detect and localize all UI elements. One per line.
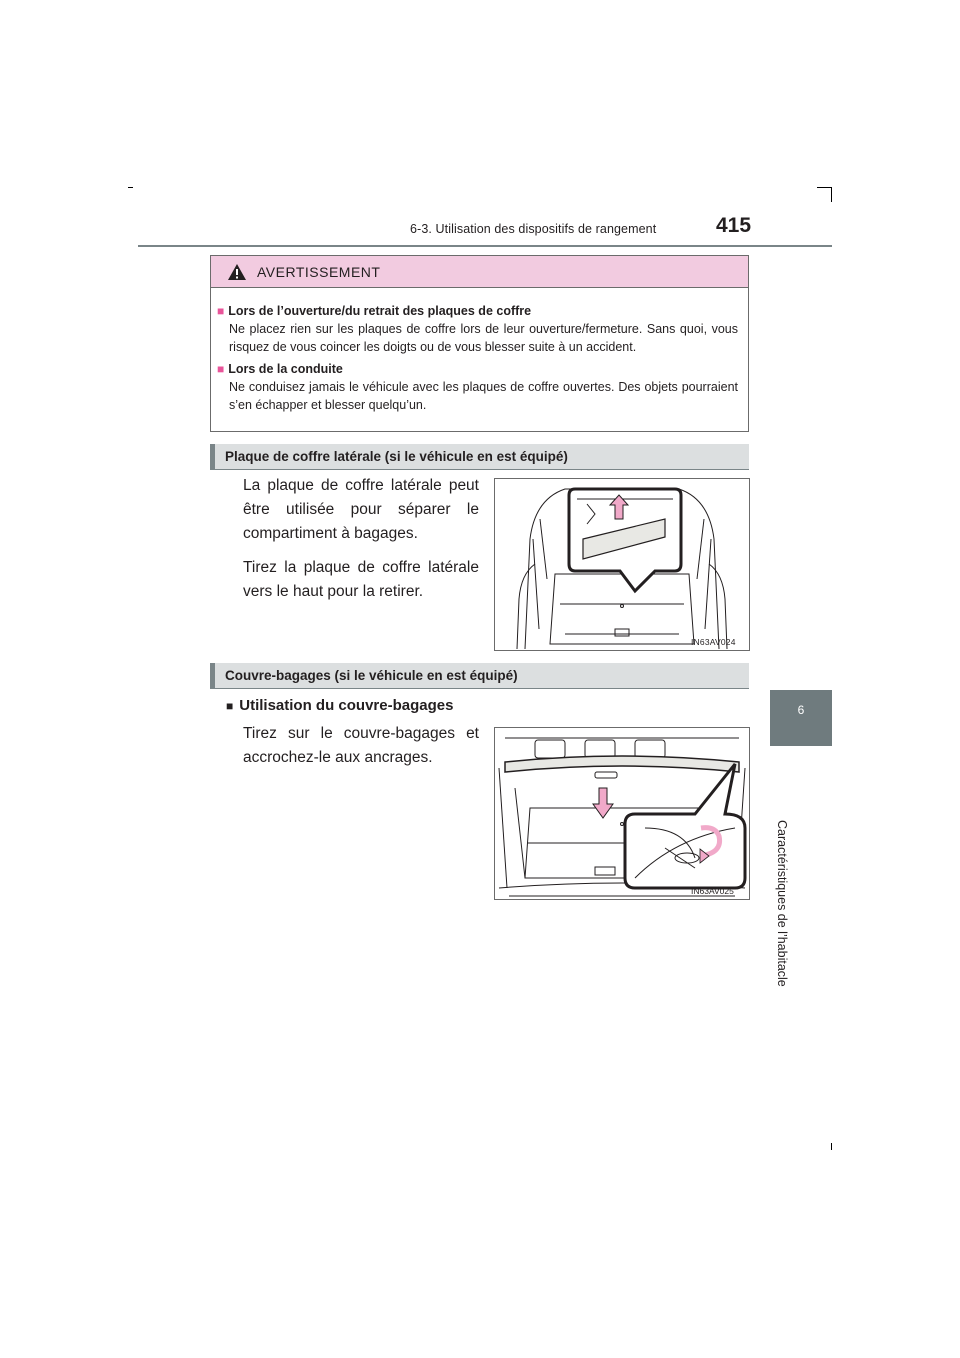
warning-item-heading: ■ Lors de l’ouverture/du retrait des plaques de coffre <box>217 304 532 318</box>
section2-body <box>243 722 479 780</box>
warning-item-text: Ne conduisez jamais le véhicule avec les plaques de coffre ouvertes. Des objets pourraient s’en échapper et blesser quelqu’un. <box>229 380 738 412</box>
warning-triangle-icon <box>227 263 247 281</box>
square-bullet-icon: ■ <box>217 304 225 318</box>
chapter-label: Caractéristiques de l’habitacle <box>775 820 789 987</box>
crop-mark <box>831 187 832 202</box>
figure-code: IN63AV025 <box>691 886 734 896</box>
warning-box <box>210 255 749 432</box>
section1-paragraph: La plaque de coffre latérale peut être utilisée pour séparer le compartiment à bagages. <box>243 477 479 542</box>
header-rule <box>138 245 832 247</box>
crop-mark <box>831 1143 832 1150</box>
warning-header <box>211 256 748 288</box>
trunk-illustration <box>495 479 749 650</box>
section1-body <box>243 474 479 614</box>
section-title-tonneau-cover: Couvre-bagages (si le véhicule en est équipé) <box>210 663 749 689</box>
figure-side-plate <box>494 478 750 651</box>
square-bullet-icon: ■ <box>226 699 234 713</box>
figure-tonneau-cover <box>494 727 750 900</box>
section2-paragraph: Tirez sur le couvre-bagages et accrochez-le aux ancrages. <box>243 725 479 766</box>
square-bullet-icon: ■ <box>217 362 225 376</box>
warning-title: AVERTISSEMENT <box>257 263 381 280</box>
section1-paragraph: Tirez la plaque de coffre latérale vers le haut pour la retirer. <box>243 559 479 600</box>
section-title-side-plate: Plaque de coffre latérale (si le véhicule en est équipé) <box>210 444 749 470</box>
figure-code: IN63AV024 <box>691 637 736 647</box>
subheading: ■ Utilisation du couvre-bagages <box>226 697 454 714</box>
section-header: 6-3. Utilisation des dispositifs de rangement <box>410 222 657 236</box>
warning-item-heading: ■ Lors de la conduite <box>217 362 343 376</box>
chapter-tab[interactable]: 6 <box>770 690 832 746</box>
warning-item-text: Ne placez rien sur les plaques de coffre lors de leur ouverture/fermeture. Sans quoi, vous risquez de vous coincer les doigts ou de vous blesser suite à un accident. <box>229 322 738 354</box>
cover-illustration <box>495 728 749 899</box>
crop-mark <box>128 187 133 188</box>
crop-mark <box>817 187 832 188</box>
page-number: 415 <box>716 214 752 237</box>
